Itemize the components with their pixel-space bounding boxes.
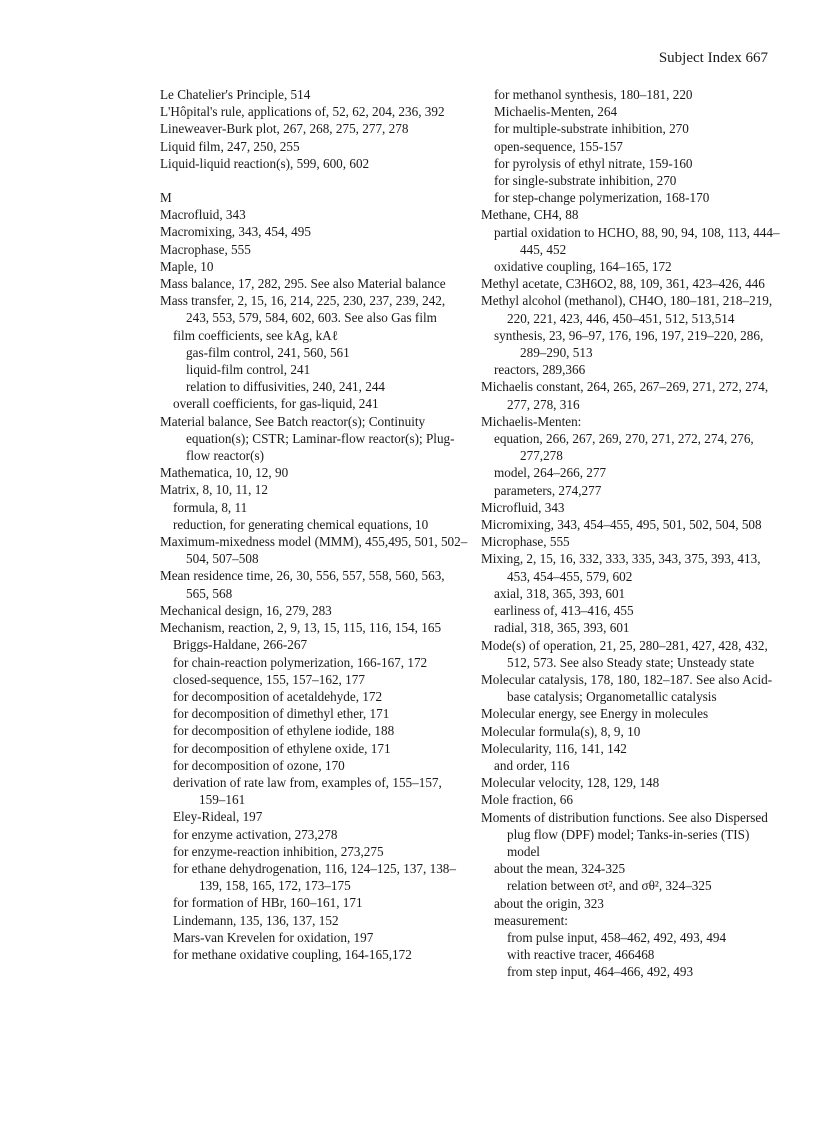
index-subentry: liquid-film control, 241: [186, 362, 311, 378]
index-subentry: for formation of HBr, 160–161, 171: [173, 895, 363, 911]
index-subentry: earliness of, 413–416, 455: [494, 603, 634, 619]
index-subentry: model, 264–266, 277: [494, 465, 607, 481]
index-subentry: closed-sequence, 155, 157–162, 177: [173, 671, 365, 687]
index-entry: Liquid film, 247, 250, 255: [160, 138, 300, 154]
index-subentry: for decomposition of acetaldehyde, 172: [173, 688, 383, 704]
index-subentry: for multiple-substrate inhibition, 270: [494, 121, 689, 137]
index-subentry: for decomposition of ozone, 170: [173, 757, 345, 773]
index-subentry: for decomposition of ethylene oxide, 171: [173, 740, 391, 756]
index-entry: Mode(s) of operation, 21, 25, 280–281, 427, 428, 432, 512, 573. See also Steady state; Unsteady state: [481, 637, 768, 670]
index-subentry: equation, 266, 267, 269, 270, 271, 272, 274, 276, 277,278: [494, 431, 754, 464]
index-entry: Mole fraction, 66: [481, 792, 573, 808]
index-subentry: partial oxidation to HCHO, 88, 90, 94, 108, 113, 444–445, 452: [494, 224, 780, 257]
index-subentry: for enzyme-reaction inhibition, 273,275: [173, 843, 384, 859]
index-entry: Mean residence time, 26, 30, 556, 557, 558, 560, 563, 565, 568: [160, 568, 445, 601]
index-entry: Material balance, See Batch reactor(s); Continuity equation(s); CSTR; Laminar-flow reactor(s); Plug-flow reactor(s): [160, 413, 455, 464]
running-head: Subject Index 667: [658, 50, 768, 66]
index-subentry: parameters, 274,277: [494, 482, 602, 498]
index-subentry: from pulse input, 458–462, 492, 493, 494: [507, 929, 727, 945]
index-subentry: open-sequence, 155-157: [494, 138, 623, 154]
index-subentry: reduction, for generating chemical equations, 10: [173, 516, 429, 532]
index-entry: Mechanical design, 16, 279, 283: [160, 602, 332, 618]
index-entry: Mathematica, 10, 12, 90: [160, 465, 289, 481]
index-subentry: and order, 116: [494, 757, 570, 773]
index-column-left: [160, 86, 470, 963]
index-entry: Liquid-liquid reaction(s), 599, 600, 602: [160, 155, 370, 171]
index-subentry: Michaelis-Menten, 264: [494, 104, 618, 120]
index-subentry: for decomposition of ethylene iodide, 188: [173, 723, 395, 739]
index-subentry: measurement:: [494, 912, 568, 928]
index-subentry: for ethane dehydrogenation, 116, 124–125, 137, 138–139, 158, 165, 172, 173–175: [173, 860, 456, 894]
index-entry: Michaelis-Menten:: [481, 413, 582, 429]
index-subentry: formula, 8, 11: [173, 499, 248, 515]
index-entry: Maximum-mixedness model (MMM), 455,495, 501, 502–504, 507–508: [160, 534, 468, 567]
index-entry: Macromixing, 343, 454, 495: [160, 224, 311, 240]
index-subentry: about the mean, 324-325: [494, 861, 626, 877]
index-entry: L'Hôpital's rule, applications of, 52, 62, 204, 236, 392: [160, 104, 445, 120]
index-subentry: derivation of rate law from, examples of, 155–157, 159–161: [173, 774, 442, 808]
index-subentry: for step-change polymerization, 168-170: [494, 190, 710, 206]
index-entry: Lineweaver-Burk plot, 267, 268, 275, 277, 278: [160, 121, 409, 137]
index-entry: Macrophase, 555: [160, 241, 251, 257]
index-entry: Molecular velocity, 128, 129, 148: [481, 775, 660, 791]
index-entry: Mass transfer, 2, 15, 16, 214, 225, 230, 237, 239, 242, 243, 553, 579, 584, 602, 603. See also Gas film: [160, 293, 446, 326]
index-entry: Matrix, 8, 10, 11, 12: [160, 482, 268, 498]
index-subentry: Lindemann, 135, 136, 137, 152: [173, 912, 339, 928]
index-entry: Molecularity, 116, 141, 142: [481, 740, 627, 756]
index-subentry: gas-film control, 241, 560, 561: [186, 344, 350, 360]
index-entry: Molecular formula(s), 8, 9, 10: [481, 723, 641, 739]
index-entry: Microfluid, 343: [481, 499, 565, 515]
index-column-right: [481, 86, 781, 981]
index-subentry: for single-substrate inhibition, 270: [494, 173, 677, 189]
index-subentry: relation between σt², and σθ², 324–325: [507, 878, 712, 894]
index-entry: Moments of distribution functions. See also Dispersed plug flow (DPF) model; Tanks-in-series (TIS) model: [481, 809, 768, 859]
index-entry: Methyl alcohol (methanol), CH4O, 180–181, 218–219, 220, 221, 423, 446, 450–451, 512, 513,514: [481, 293, 773, 326]
index-subentry: about the origin, 323: [494, 895, 604, 911]
index-subentry: for methanol synthesis, 180–181, 220: [494, 87, 693, 102]
index-letter-heading: M: [160, 190, 172, 206]
index-subentry: axial, 318, 365, 393, 601: [494, 585, 626, 601]
index-subentry: Mars-van Krevelen for oxidation, 197: [173, 929, 374, 945]
index-subentry: relation to diffusivities, 240, 241, 244: [186, 379, 386, 395]
index-entry: Micromixing, 343, 454–455, 495, 501, 502, 504, 508: [481, 517, 762, 533]
index-entry: Maple, 10: [160, 258, 214, 274]
index-subentry: with reactive tracer, 466468: [507, 947, 655, 963]
index-subentry: from step input, 464–466, 492, 493: [507, 964, 694, 980]
index-subentry: for chain-reaction polymerization, 166-167, 172: [173, 654, 428, 670]
index-subentry: for decomposition of dimethyl ether, 171: [173, 706, 390, 722]
index-subentry: synthesis, 23, 96–97, 176, 196, 197, 219–220, 286, 289–290, 513: [494, 327, 764, 361]
index-subentry: reactors, 289,366: [494, 362, 586, 378]
section-gap: [160, 172, 470, 189]
index-subentry: film coefficients, see kAg, kAℓ: [173, 327, 339, 343]
index-entry: Michaelis constant, 264, 265, 267–269, 271, 272, 274, 277, 278, 316: [481, 379, 769, 412]
index-subentry: Briggs-Haldane, 266-267: [173, 637, 308, 653]
index-entry: Mixing, 2, 15, 16, 332, 333, 335, 343, 375, 393, 413, 453, 454–455, 579, 602: [481, 551, 761, 584]
index-entry: Macrofluid, 343: [160, 207, 246, 223]
index-entry: Mass balance, 17, 282, 295. See also Material balance: [160, 276, 446, 292]
index-subentry: overall coefficients, for gas-liquid, 241: [173, 396, 379, 412]
index-entry: Mechanism, reaction, 2, 9, 13, 15, 115, 116, 154, 165: [160, 620, 442, 636]
index-subentry: radial, 318, 365, 393, 601: [494, 620, 630, 636]
index-subentry: for enzyme activation, 273,278: [173, 826, 338, 842]
index-entry: Methyl acetate, C3H6O2, 88, 109, 361, 423–426, 446: [481, 276, 765, 292]
index-entry: Microphase, 555: [481, 534, 570, 550]
index-entry: Molecular catalysis, 178, 180, 182–187. See also Acid-base catalysis; Organometallic catalysis: [481, 671, 773, 705]
index-entry: Molecular energy, see Energy in molecules: [481, 706, 709, 722]
index-entry: Methane, CH4, 88: [481, 207, 579, 223]
index-subentry: for methane oxidative coupling, 164-165,172: [173, 946, 412, 962]
index-subentry: oxidative coupling, 164–165, 172: [494, 259, 672, 275]
index-subentry: for pyrolysis of ethyl nitrate, 159-160: [494, 155, 693, 171]
index-entry: Le Chatelier's Principle, 514: [160, 87, 311, 102]
index-subentry: Eley-Rideal, 197: [173, 809, 263, 825]
